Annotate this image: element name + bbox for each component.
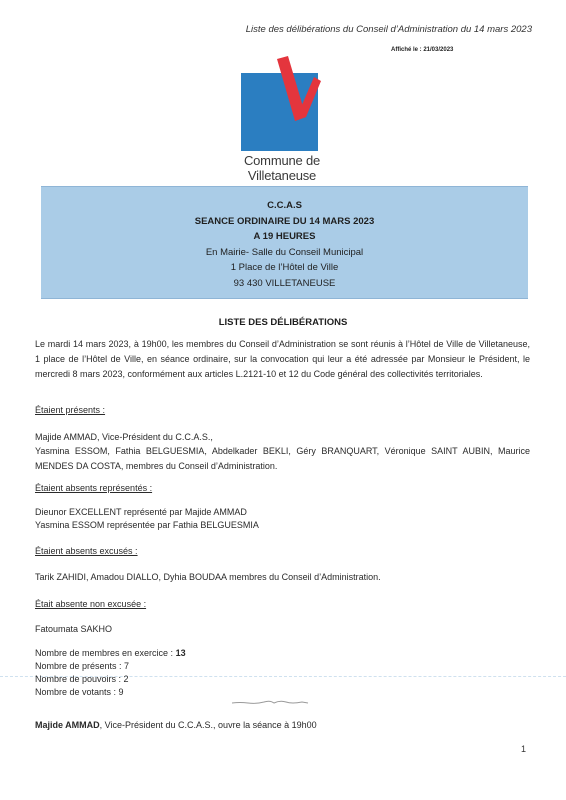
page-number: 1 <box>521 744 527 754</box>
absent-excused-heading: Étaient absents excusés : <box>35 546 138 556</box>
signature-scrawl-icon <box>230 698 310 706</box>
session-opening-line <box>35 720 317 730</box>
present-heading: Étaient présents : <box>35 405 106 415</box>
municipality-logo <box>240 53 324 183</box>
absent-unexcused-line: Fatoumata SAKHO <box>35 624 113 634</box>
document-header-title: Liste des délibérations du Conseil d’Administration du 14 mars 2023 <box>245 24 532 35</box>
logo-check-mark-icon <box>240 53 324 153</box>
absent-represented-line-1: Dieunor EXCELLENT représenté par Majide AMMAD <box>35 507 247 517</box>
present-line-vice-president: Majide AMMAD, Vice-Président du C.C.A.S., <box>35 432 213 442</box>
absent-represented-heading: Étaient absents représentés : <box>35 483 153 493</box>
logo-line-villetaneuse: Villetaneuse <box>247 168 317 183</box>
absent-excused-line: Tarik ZAHIDI, Amadou DIALLO, Dyhia BOUDAA membres du Conseil d’Administration. <box>35 572 381 582</box>
opening-name: Majide AMMAD <box>35 720 100 730</box>
present-line-members: Yasmina ESSOM, Fathia BELGUESMIA, Abdelkader BEKLI, Géry BRANQUART, Véronique SAINT AUBIN, Maurice MENDES DA COSTA, membres du Conseil d’Administration. <box>35 446 530 471</box>
info-ccas: C.C.A.S <box>267 200 302 211</box>
info-session: SEANCE ORDINAIRE DU 14 MARS 2023 <box>194 215 375 227</box>
count-members-value: 13 <box>175 648 186 658</box>
info-city: 93 430 VILLETANEUSE <box>233 277 336 289</box>
absent-unexcused-heading: Était absente non excusée : <box>35 599 147 609</box>
info-address: 1 Place de l’Hôtel de Ville <box>230 262 339 274</box>
count-voters: Nombre de votants : 9 <box>35 687 124 697</box>
absent-represented-line-2: Yasmina ESSOM représentée par Fathia BELGUESMIA <box>35 520 259 530</box>
session-info-box <box>41 186 528 299</box>
count-members-label: Nombre de membres en exercice : <box>35 648 174 658</box>
info-venue: En Mairie- Salle du Conseil Municipal <box>205 246 364 258</box>
logo-text <box>240 153 324 183</box>
deliberations-list-title: LISTE DES DÉLIBÉRATIONS <box>218 317 348 328</box>
info-time: A 19 HEURES <box>253 231 316 243</box>
logo-line-commune: Commune de <box>243 153 321 168</box>
posted-date: Affiché le : 21/03/2023 <box>391 47 454 53</box>
opening-text: , Vice-Président du C.C.A.S., ouvre la séance à 19h00 <box>99 720 317 730</box>
count-proxies: Nombre de pouvoirs : 2 <box>35 674 129 684</box>
count-present: Nombre de présents : 7 <box>35 661 130 671</box>
intro-paragraph: Le mardi 14 mars 2023, à 19h00, les membres du Conseil d’Administration se sont réunis à l’Hôtel de Ville de Villetaneuse, 1 place de l’Hôtel de Ville, en séance ordinaire, sur la convocation qui leur a été adressée par Monsieur le Président, le mercredi 8 mars 2023, conformément aux articles L.2121-10 et 12 du Code général des collectivités territoriales. <box>35 339 530 379</box>
